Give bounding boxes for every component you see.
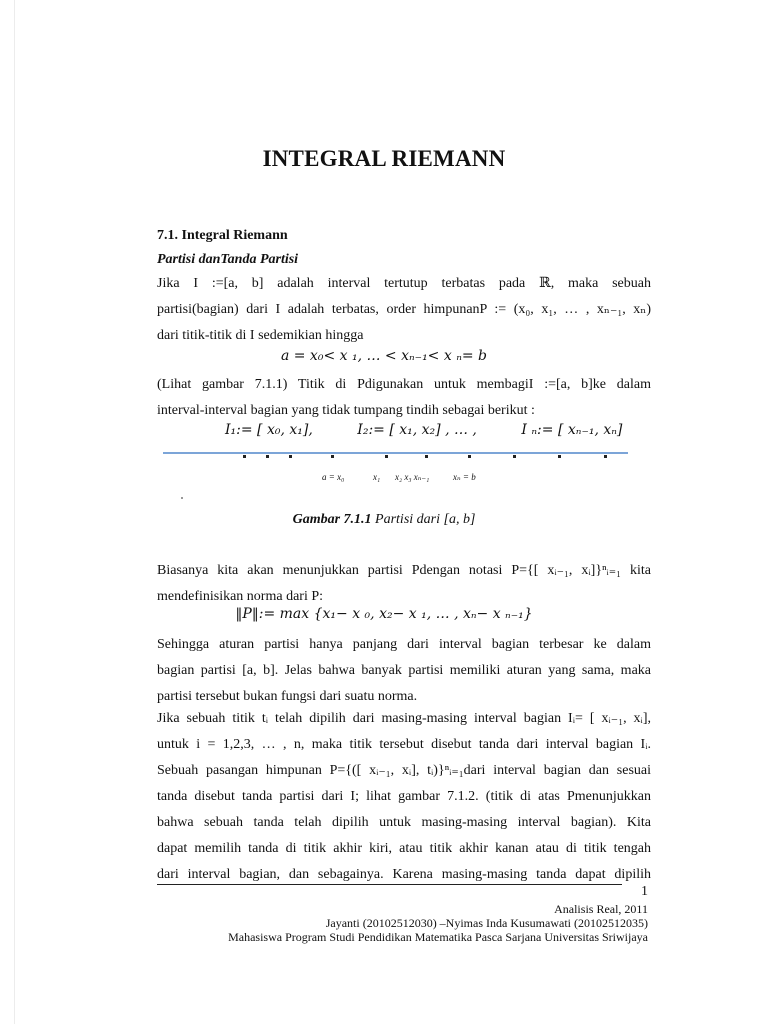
equation-partition: a = x₀< x ₁, … < xₙ₋₁< x ₙ= b [280,348,488,364]
partition-tick [513,455,516,458]
paragraph-line: Jika I :=[a, b] adalah interval tertutup terbatas pada ℝ, maka sebuah [157,276,651,291]
partition-tick [289,455,292,458]
paragraph-line: Jika sebuah titik tᵢ telah dipilih dari masing-masing interval bagian Iᵢ= [ xᵢ₋₁, xᵢ], [157,711,651,726]
label-x1: x₁ [373,472,381,482]
label-middle-points: x₂ x₃ xₙ₋₁ [395,472,430,482]
partition-tick [558,455,561,458]
paragraph-intro-end [157,323,651,349]
paragraph-line: bahwa sebuah tanda telah dipilih untuk masing-masing interval bagian). Kita [157,815,651,830]
caption-label: Gambar 7.1.1 [292,512,372,527]
paragraph-division-end [157,398,651,424]
paragraph-line: Sehingga aturan partisi hanya panjang dari interval bagian terbesar ke dalam [157,637,651,652]
paragraph-line: interval-interval bagian yang tidak tumpang tindih sebagai berikut : [157,403,535,418]
figure-caption [0,512,768,528]
paragraph-intro [157,271,651,323]
partition-tick [468,455,471,458]
partition-number-line [163,446,628,460]
subsection-heading: Partisi danTanda Partisi [157,252,299,267]
section-heading: 7.1. Integral Riemann [157,228,288,243]
paragraph-norm [157,632,651,684]
paragraph-division [157,372,651,398]
paragraph-line: dari interval bagian, dan sebagainya. Karena masing-masing tanda dapat dipilih [157,867,651,882]
paragraph-line: Sebuah pasangan himpunan P={([ xᵢ₋₁, xᵢ], tᵢ)}ⁿᵢ₌₁dari interval bagian dan sesuai [157,763,651,778]
caption-text: Partisi dari [a, b] [371,512,476,527]
footer-course: Analisis Real, 2011 [554,902,648,916]
footer-authors: Jayanti (20102512030) –Nyimas Inda Kusumawati (20102512035) [325,916,648,930]
page-number: 1 [641,884,648,899]
paragraph-line: (Lihat gambar 7.1.1) Titik di Pdigunakan untuk membagiI :=[a, b]ke dalam [157,377,651,392]
paragraph-notation [157,558,651,584]
interval-list [225,422,622,438]
paragraph-line: bagian partisi [a, b]. Jelas bahwa banyak partisi memiliki aturan yang sama, maka [157,663,651,678]
interval-second: I₂:= [ x₁, x₂] , … , [357,422,477,438]
partition-tick [425,455,428,458]
partition-tick [385,455,388,458]
paragraph-line: Biasanya kita akan menunjukkan partisi Pdengan notasi P={[ xᵢ₋₁, xᵢ]}ⁿᵢ₌₁ kita [157,563,651,578]
footer-rule [157,884,622,885]
paragraph-line: partisi tersebut bukan fungsi dari suatu norma. [157,689,418,704]
paragraph-line: mendefinisikan norma dari P: [157,589,324,604]
paragraph-line: dapat memilih tanda di titik akhir kiri, atau titik akhir kanan atau di titik tengah [157,841,651,856]
paragraph-tags [157,706,651,888]
paragraph-line: tanda disebut tanda partisi dari I; lihat gambar 7.1.2. (titik di atas Pmenunjukkan [157,789,651,804]
page-title: INTEGRAL RIEMANN [262,146,506,171]
interval-last: I ₙ:= [ xₙ₋₁, xₙ] [521,422,623,438]
partition-tick [243,455,246,458]
paragraph-line: dari titik-titik di I sedemikian hingga [157,328,364,343]
partition-tick [604,455,607,458]
label-a: a = x₀ [322,472,345,482]
footer-program: Mahasiswa Program Studi Pendidikan Matematika Pasca Sarjana Universitas Sriwijaya [228,930,648,944]
equation-norm: ‖P‖:= max {x₁− x ₀, x₂− x ₁, … , xₙ− x ₙ₋₁} [235,606,533,622]
stray-dot [181,497,183,499]
label-b: xₙ = b [453,472,476,482]
paragraph-line: partisi(bagian) dari I adalah terbatas, order himpunanP := (x₀, x₁, … , xₙ₋₁, xₙ) [157,302,651,317]
partition-tick [266,455,269,458]
interval-first: I₁:= [ x₀, x₁], [225,422,313,438]
paragraph-line: untuk i = 1,2,3, … , n, maka titik tersebut disebut tanda dari interval bagian Iᵢ. [157,737,651,752]
partition-tick [331,455,334,458]
